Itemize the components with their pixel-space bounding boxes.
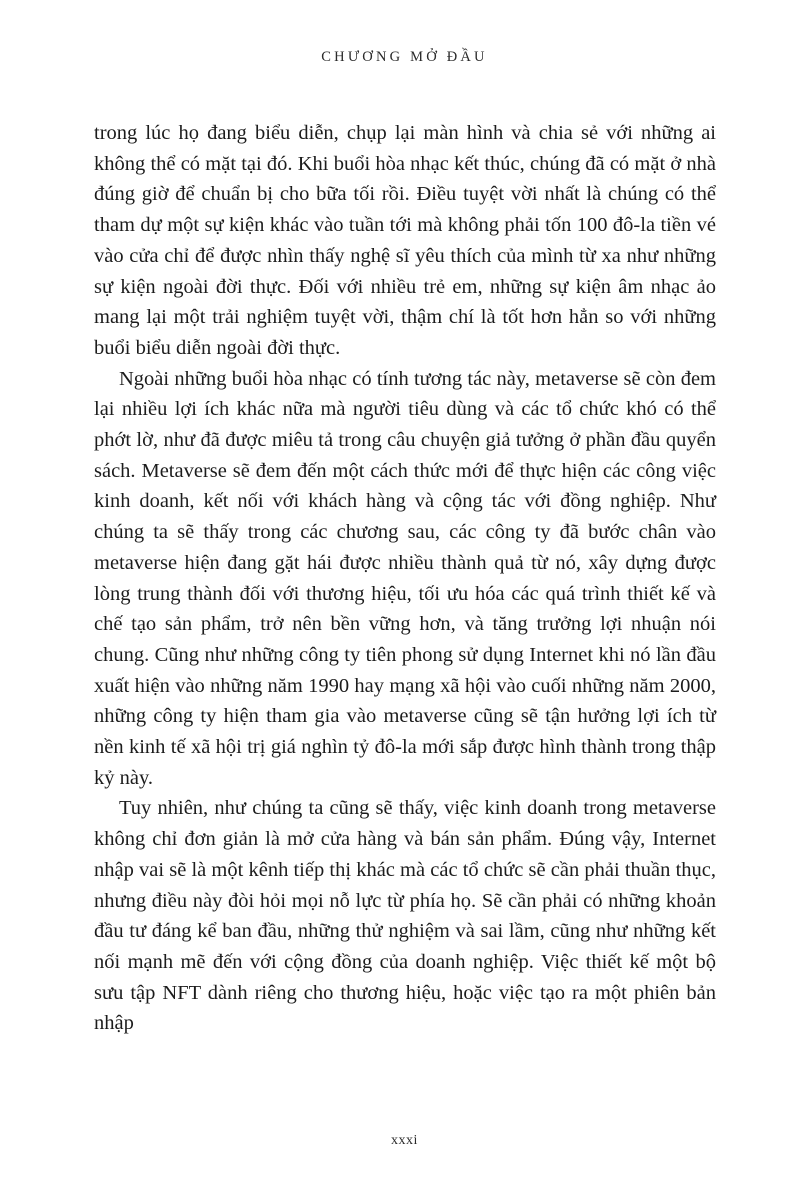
- paragraph: Tuy nhiên, như chúng ta cũng sẽ thấy, việc kinh doanh trong metaverse không chỉ đơn giản là mở cửa hàng và bán sản phẩm. Đúng vậy, Internet nhập vai sẽ là một kênh tiếp thị khác mà các tổ chức sẽ cần phải thuần thục, nhưng điều này đòi hỏi mọi nỗ lực từ phía họ. Sẽ cần phải có những khoản đầu tư đáng kể ban đầu, những thử nghiệm và sai lầm, cũng như những kết nối mạnh mẽ đến với cộng đồng của doanh nghiệp. Việc thiết kế một bộ sưu tập NFT dành riêng cho thương hiệu, hoặc việc tạo ra một phiên bản nhập: [94, 797, 716, 1035]
- page-number: xxxi: [391, 1133, 418, 1148]
- running-head: CHƯƠNG MỞ ĐẦU: [321, 49, 488, 65]
- paragraph-continued: trong lúc họ đang biểu diễn, chụp lại màn hình và chia sẻ với những ai không thể có mặt tại đó. Khi buổi hòa nhạc kết thúc, chúng đã có mặt ở nhà đúng giờ để chuẩn bị cho bữa tối rồi. Điều tuyệt vời nhất là chúng có thể tham dự một sự kiện khác vào tuần tới mà không phải tốn 100 đô-la tiền vé vào cửa chỉ để được nhìn thấy nghệ sĩ yêu thích của mình từ xa như những sự kiện ngoài đời thực. Đối với nhiều trẻ em, những sự kiện âm nhạc ảo mang lại một trải nghiệm tuyệt vời, thậm chí là tốt hơn hẳn so với những buổi biểu diễn ngoài đời thực.: [94, 122, 716, 359]
- body-text: [94, 118, 716, 1039]
- paragraph: Ngoài những buổi hòa nhạc có tính tương tác này, metaverse sẽ còn đem lại nhiều lợi ích khác nữa mà người tiêu dùng và các tổ chức khó có thể phớt lờ, như đã được miêu tả trong câu chuyện giả tưởng ở phần đầu quyển sách. Metaverse sẽ đem đến một cách thức mới để thực hiện các công việc kinh doanh, kết nối với khách hàng và cộng tác với đồng nghiệp. Như chúng ta sẽ thấy trong các chương sau, các công ty đã bước chân vào metaverse hiện đang gặt hái được nhiều thành quả từ nó, xây dựng được lòng trung thành đối với thương hiệu, tối ưu hóa các quá trình thiết kế và chế tạo sản phẩm, trở nên bền vững hơn, và tăng trưởng lợi nhuận nói chung. Cũng như những công ty tiên phong sử dụng Internet khi nó lần đầu xuất hiện vào những năm 1990 hay mạng xã hội vào cuối những năm 2000, những công ty hiện tham gia vào metaverse cũng sẽ tận hưởng lợi ích từ nền kinh tế xã hội trị giá nghìn tỷ đô-la mới sắp được hình thành trong thập kỷ này.: [94, 367, 716, 789]
